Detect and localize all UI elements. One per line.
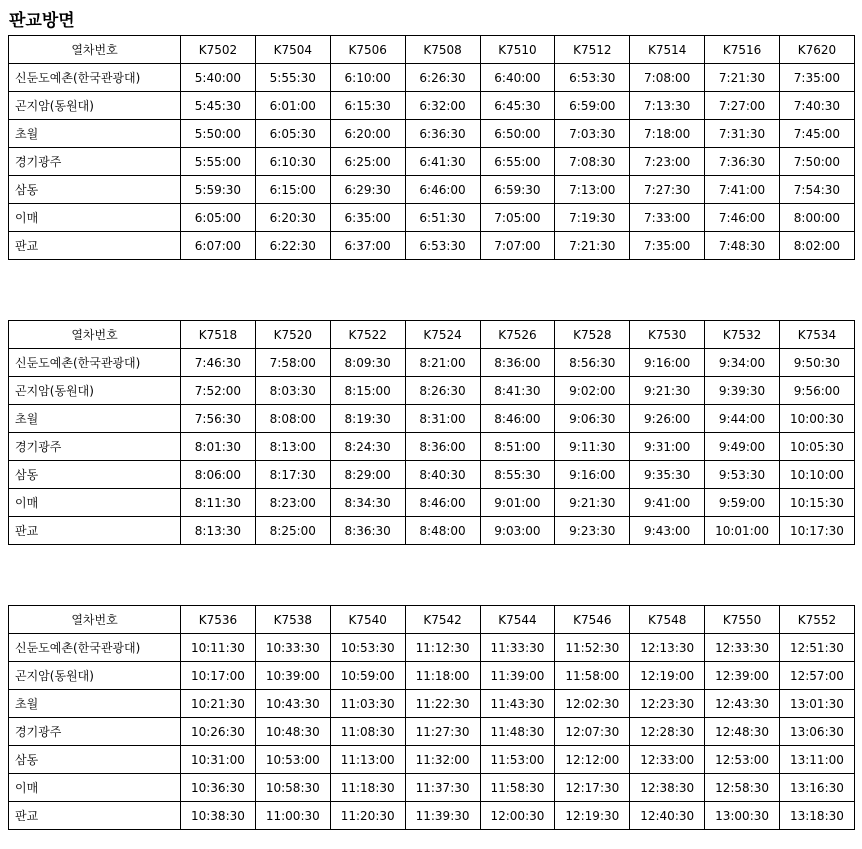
header-row	[9, 321, 855, 349]
time-cell: 6:26:30	[405, 64, 480, 92]
time-cell: 8:36:00	[405, 433, 480, 461]
time-cell: 10:53:30	[330, 634, 405, 662]
time-cell: 9:49:00	[705, 433, 780, 461]
time-cell: 8:41:30	[480, 377, 555, 405]
time-cell: 12:33:30	[705, 634, 780, 662]
time-cell: 9:01:00	[480, 489, 555, 517]
time-cell: 10:00:30	[780, 405, 855, 433]
table-row	[9, 461, 855, 489]
train-number-header: 열차번호	[9, 606, 181, 634]
train-number-cell: K7512	[555, 36, 630, 64]
train-number-cell: K7518	[181, 321, 256, 349]
time-cell: 7:40:30	[780, 92, 855, 120]
time-cell: 6:37:00	[330, 232, 405, 260]
time-cell: 6:59:30	[480, 176, 555, 204]
time-cell: 12:57:00	[780, 662, 855, 690]
time-cell: 8:56:30	[555, 349, 630, 377]
train-number-cell: K7522	[330, 321, 405, 349]
time-cell: 7:05:00	[480, 204, 555, 232]
station-name-cell: 초월	[9, 120, 181, 148]
time-cell: 8:13:00	[255, 433, 330, 461]
time-cell: 8:11:30	[181, 489, 256, 517]
time-cell: 6:51:30	[405, 204, 480, 232]
time-cell: 9:16:00	[555, 461, 630, 489]
time-cell: 8:55:30	[480, 461, 555, 489]
time-cell: 6:05:00	[181, 204, 256, 232]
station-name-cell: 곤지암(동원대)	[9, 662, 181, 690]
station-name-cell: 삼동	[9, 461, 181, 489]
time-cell: 10:05:30	[780, 433, 855, 461]
time-cell: 11:00:30	[255, 802, 330, 830]
time-cell: 7:08:00	[630, 64, 705, 92]
table-row	[9, 148, 855, 176]
time-cell: 8:31:00	[405, 405, 480, 433]
time-cell: 13:11:00	[780, 746, 855, 774]
station-name-cell: 이매	[9, 774, 181, 802]
time-cell: 11:37:30	[405, 774, 480, 802]
time-cell: 7:48:30	[705, 232, 780, 260]
time-cell: 10:36:30	[181, 774, 256, 802]
time-cell: 8:15:00	[330, 377, 405, 405]
train-number-cell: K7540	[330, 606, 405, 634]
table-row	[9, 433, 855, 461]
table-row	[9, 746, 855, 774]
time-cell: 10:21:30	[181, 690, 256, 718]
time-cell: 8:09:30	[330, 349, 405, 377]
table-row	[9, 349, 855, 377]
train-number-cell: K7550	[705, 606, 780, 634]
table-row	[9, 204, 855, 232]
time-cell: 8:34:30	[330, 489, 405, 517]
time-cell: 8:08:00	[255, 405, 330, 433]
time-cell: 11:32:00	[405, 746, 480, 774]
time-cell: 9:31:00	[630, 433, 705, 461]
station-name-cell: 이매	[9, 489, 181, 517]
time-cell: 12:12:00	[555, 746, 630, 774]
train-number-cell: K7510	[480, 36, 555, 64]
time-cell: 11:22:30	[405, 690, 480, 718]
time-cell: 10:43:30	[255, 690, 330, 718]
time-cell: 6:15:30	[330, 92, 405, 120]
time-cell: 7:46:00	[705, 204, 780, 232]
time-cell: 9:02:00	[555, 377, 630, 405]
time-cell: 6:29:30	[330, 176, 405, 204]
time-cell: 6:53:30	[405, 232, 480, 260]
time-cell: 8:01:30	[181, 433, 256, 461]
time-cell: 10:10:00	[780, 461, 855, 489]
time-cell: 8:02:00	[780, 232, 855, 260]
time-cell: 7:07:00	[480, 232, 555, 260]
time-cell: 6:40:00	[480, 64, 555, 92]
time-cell: 7:08:30	[555, 148, 630, 176]
time-cell: 10:59:00	[330, 662, 405, 690]
time-cell: 9:50:30	[780, 349, 855, 377]
time-cell: 12:39:00	[705, 662, 780, 690]
table-row	[9, 662, 855, 690]
time-cell: 10:53:00	[255, 746, 330, 774]
table-row	[9, 489, 855, 517]
table-row	[9, 176, 855, 204]
time-cell: 9:21:30	[630, 377, 705, 405]
time-cell: 13:16:30	[780, 774, 855, 802]
station-name-cell: 초월	[9, 690, 181, 718]
header-row	[9, 36, 855, 64]
station-name-cell: 판교	[9, 517, 181, 545]
time-cell: 7:27:00	[705, 92, 780, 120]
station-name-cell: 이매	[9, 204, 181, 232]
time-cell: 8:06:00	[181, 461, 256, 489]
time-cell: 7:21:30	[555, 232, 630, 260]
time-cell: 7:58:00	[255, 349, 330, 377]
table-row	[9, 377, 855, 405]
time-cell: 6:59:00	[555, 92, 630, 120]
time-cell: 11:20:30	[330, 802, 405, 830]
time-cell: 12:02:30	[555, 690, 630, 718]
time-cell: 8:46:00	[405, 489, 480, 517]
time-cell: 9:39:30	[705, 377, 780, 405]
time-cell: 8:24:30	[330, 433, 405, 461]
time-cell: 6:10:30	[255, 148, 330, 176]
time-cell: 11:48:30	[480, 718, 555, 746]
time-cell: 9:26:00	[630, 405, 705, 433]
table-row	[9, 517, 855, 545]
time-cell: 10:31:00	[181, 746, 256, 774]
station-name-cell: 경기광주	[9, 148, 181, 176]
time-cell: 8:23:00	[255, 489, 330, 517]
table-row	[9, 64, 855, 92]
time-cell: 6:50:00	[480, 120, 555, 148]
train-number-cell: K7552	[780, 606, 855, 634]
time-cell: 10:48:30	[255, 718, 330, 746]
train-number-cell: K7536	[181, 606, 256, 634]
time-cell: 12:17:30	[555, 774, 630, 802]
time-cell: 9:41:00	[630, 489, 705, 517]
page-title: 판교방면	[9, 11, 75, 31]
time-cell: 10:39:00	[255, 662, 330, 690]
time-cell: 8:51:00	[480, 433, 555, 461]
time-cell: 6:10:00	[330, 64, 405, 92]
time-cell: 8:00:00	[780, 204, 855, 232]
time-cell: 7:33:00	[630, 204, 705, 232]
time-cell: 10:17:30	[780, 517, 855, 545]
time-cell: 7:56:30	[181, 405, 256, 433]
time-cell: 8:21:00	[405, 349, 480, 377]
table-row	[9, 634, 855, 662]
timetable-3	[8, 605, 855, 830]
time-cell: 6:05:30	[255, 120, 330, 148]
time-cell: 11:12:30	[405, 634, 480, 662]
train-number-cell: K7516	[705, 36, 780, 64]
time-cell: 7:27:30	[630, 176, 705, 204]
time-cell: 11:18:00	[405, 662, 480, 690]
time-cell: 12:53:00	[705, 746, 780, 774]
station-name-cell: 경기광주	[9, 718, 181, 746]
time-cell: 6:41:30	[405, 148, 480, 176]
time-cell: 5:55:00	[181, 148, 256, 176]
train-number-cell: K7506	[330, 36, 405, 64]
train-number-cell: K7520	[255, 321, 330, 349]
time-cell: 9:11:30	[555, 433, 630, 461]
time-cell: 10:38:30	[181, 802, 256, 830]
train-number-cell: K7530	[630, 321, 705, 349]
train-number-cell: K7548	[630, 606, 705, 634]
time-cell: 9:35:30	[630, 461, 705, 489]
time-cell: 7:45:00	[780, 120, 855, 148]
time-cell: 12:07:30	[555, 718, 630, 746]
station-name-cell: 판교	[9, 232, 181, 260]
time-cell: 11:53:00	[480, 746, 555, 774]
time-cell: 11:03:30	[330, 690, 405, 718]
time-cell: 13:18:30	[780, 802, 855, 830]
time-cell: 6:15:00	[255, 176, 330, 204]
time-cell: 6:46:00	[405, 176, 480, 204]
time-cell: 8:13:30	[181, 517, 256, 545]
time-cell: 6:25:00	[330, 148, 405, 176]
time-cell: 6:22:30	[255, 232, 330, 260]
station-name-cell: 신둔도예촌(한국관광대)	[9, 634, 181, 662]
time-cell: 7:54:30	[780, 176, 855, 204]
train-number-header: 열차번호	[9, 321, 181, 349]
time-cell: 11:58:30	[480, 774, 555, 802]
time-cell: 11:39:00	[480, 662, 555, 690]
time-cell: 7:23:00	[630, 148, 705, 176]
time-cell: 7:19:30	[555, 204, 630, 232]
train-number-cell: K7534	[780, 321, 855, 349]
train-number-cell: K7528	[555, 321, 630, 349]
train-number-cell: K7514	[630, 36, 705, 64]
time-cell: 11:33:30	[480, 634, 555, 662]
time-cell: 7:46:30	[181, 349, 256, 377]
time-cell: 6:07:00	[181, 232, 256, 260]
time-cell: 8:48:00	[405, 517, 480, 545]
station-name-cell: 삼동	[9, 176, 181, 204]
time-cell: 10:26:30	[181, 718, 256, 746]
time-cell: 8:19:30	[330, 405, 405, 433]
time-cell: 7:35:00	[630, 232, 705, 260]
time-cell: 11:58:00	[555, 662, 630, 690]
time-cell: 11:08:30	[330, 718, 405, 746]
timetable-1	[8, 35, 855, 260]
time-cell: 6:45:30	[480, 92, 555, 120]
train-number-header: 열차번호	[9, 36, 181, 64]
time-cell: 9:16:00	[630, 349, 705, 377]
table-row	[9, 774, 855, 802]
time-cell: 10:15:30	[780, 489, 855, 517]
time-cell: 6:53:30	[555, 64, 630, 92]
time-cell: 8:36:00	[480, 349, 555, 377]
time-cell: 12:38:30	[630, 774, 705, 802]
time-cell: 9:59:00	[705, 489, 780, 517]
station-name-cell: 초월	[9, 405, 181, 433]
time-cell: 8:25:00	[255, 517, 330, 545]
time-cell: 9:21:30	[555, 489, 630, 517]
train-number-cell: K7544	[480, 606, 555, 634]
time-cell: 9:06:30	[555, 405, 630, 433]
time-cell: 7:03:30	[555, 120, 630, 148]
time-cell: 5:50:00	[181, 120, 256, 148]
table-row	[9, 92, 855, 120]
time-cell: 8:17:30	[255, 461, 330, 489]
station-name-cell: 삼동	[9, 746, 181, 774]
train-number-cell: K7502	[181, 36, 256, 64]
time-cell: 11:52:30	[555, 634, 630, 662]
time-cell: 6:20:30	[255, 204, 330, 232]
time-cell: 12:51:30	[780, 634, 855, 662]
time-cell: 12:19:00	[630, 662, 705, 690]
timetable-2	[8, 320, 855, 545]
time-cell: 7:52:00	[181, 377, 256, 405]
time-cell: 10:17:00	[181, 662, 256, 690]
time-cell: 7:35:00	[780, 64, 855, 92]
table-row	[9, 120, 855, 148]
time-cell: 8:40:30	[405, 461, 480, 489]
time-cell: 9:03:00	[480, 517, 555, 545]
time-cell: 5:55:30	[255, 64, 330, 92]
time-cell: 8:03:30	[255, 377, 330, 405]
time-cell: 12:00:30	[480, 802, 555, 830]
train-number-cell: K7542	[405, 606, 480, 634]
time-cell: 9:44:00	[705, 405, 780, 433]
table-row	[9, 802, 855, 830]
table-row	[9, 690, 855, 718]
train-number-cell: K7538	[255, 606, 330, 634]
time-cell: 10:33:30	[255, 634, 330, 662]
time-cell: 6:20:00	[330, 120, 405, 148]
table-row	[9, 405, 855, 433]
time-cell: 9:43:00	[630, 517, 705, 545]
train-number-cell: K7504	[255, 36, 330, 64]
train-number-cell: K7526	[480, 321, 555, 349]
time-cell: 7:18:00	[630, 120, 705, 148]
time-cell: 7:13:00	[555, 176, 630, 204]
time-cell: 5:45:30	[181, 92, 256, 120]
time-cell: 11:43:30	[480, 690, 555, 718]
time-cell: 6:55:00	[480, 148, 555, 176]
time-cell: 7:31:30	[705, 120, 780, 148]
time-cell: 8:29:00	[330, 461, 405, 489]
train-number-cell: K7532	[705, 321, 780, 349]
train-number-cell: K7546	[555, 606, 630, 634]
time-cell: 7:36:30	[705, 148, 780, 176]
time-cell: 9:56:00	[780, 377, 855, 405]
time-cell: 7:13:30	[630, 92, 705, 120]
train-number-cell: K7620	[780, 36, 855, 64]
time-cell: 5:59:30	[181, 176, 256, 204]
time-cell: 12:58:30	[705, 774, 780, 802]
station-name-cell: 곤지암(동원대)	[9, 377, 181, 405]
time-cell: 12:33:00	[630, 746, 705, 774]
train-number-cell: K7524	[405, 321, 480, 349]
time-cell: 13:01:30	[780, 690, 855, 718]
time-cell: 7:41:00	[705, 176, 780, 204]
time-cell: 11:27:30	[405, 718, 480, 746]
time-cell: 9:23:30	[555, 517, 630, 545]
station-name-cell: 판교	[9, 802, 181, 830]
time-cell: 7:50:00	[780, 148, 855, 176]
time-cell: 8:26:30	[405, 377, 480, 405]
time-cell: 11:39:30	[405, 802, 480, 830]
time-cell: 9:53:30	[705, 461, 780, 489]
time-cell: 13:06:30	[780, 718, 855, 746]
station-name-cell: 경기광주	[9, 433, 181, 461]
time-cell: 12:40:30	[630, 802, 705, 830]
station-name-cell: 신둔도예촌(한국관광대)	[9, 64, 181, 92]
time-cell: 10:11:30	[181, 634, 256, 662]
time-cell: 8:46:00	[480, 405, 555, 433]
time-cell: 5:40:00	[181, 64, 256, 92]
train-number-cell: K7508	[405, 36, 480, 64]
time-cell: 11:18:30	[330, 774, 405, 802]
time-cell: 10:01:00	[705, 517, 780, 545]
station-name-cell: 곤지암(동원대)	[9, 92, 181, 120]
time-cell: 13:00:30	[705, 802, 780, 830]
time-cell: 8:36:30	[330, 517, 405, 545]
station-name-cell: 신둔도예촌(한국관광대)	[9, 349, 181, 377]
time-cell: 12:48:30	[705, 718, 780, 746]
time-cell: 11:13:00	[330, 746, 405, 774]
time-cell: 12:28:30	[630, 718, 705, 746]
table-row	[9, 232, 855, 260]
header-row	[9, 606, 855, 634]
table-row	[9, 718, 855, 746]
time-cell: 12:23:30	[630, 690, 705, 718]
time-cell: 12:43:30	[705, 690, 780, 718]
time-cell: 6:01:00	[255, 92, 330, 120]
time-cell: 9:34:00	[705, 349, 780, 377]
time-cell: 12:19:30	[555, 802, 630, 830]
time-cell: 6:35:00	[330, 204, 405, 232]
time-cell: 12:13:30	[630, 634, 705, 662]
time-cell: 6:36:30	[405, 120, 480, 148]
time-cell: 6:32:00	[405, 92, 480, 120]
time-cell: 10:58:30	[255, 774, 330, 802]
time-cell: 7:21:30	[705, 64, 780, 92]
